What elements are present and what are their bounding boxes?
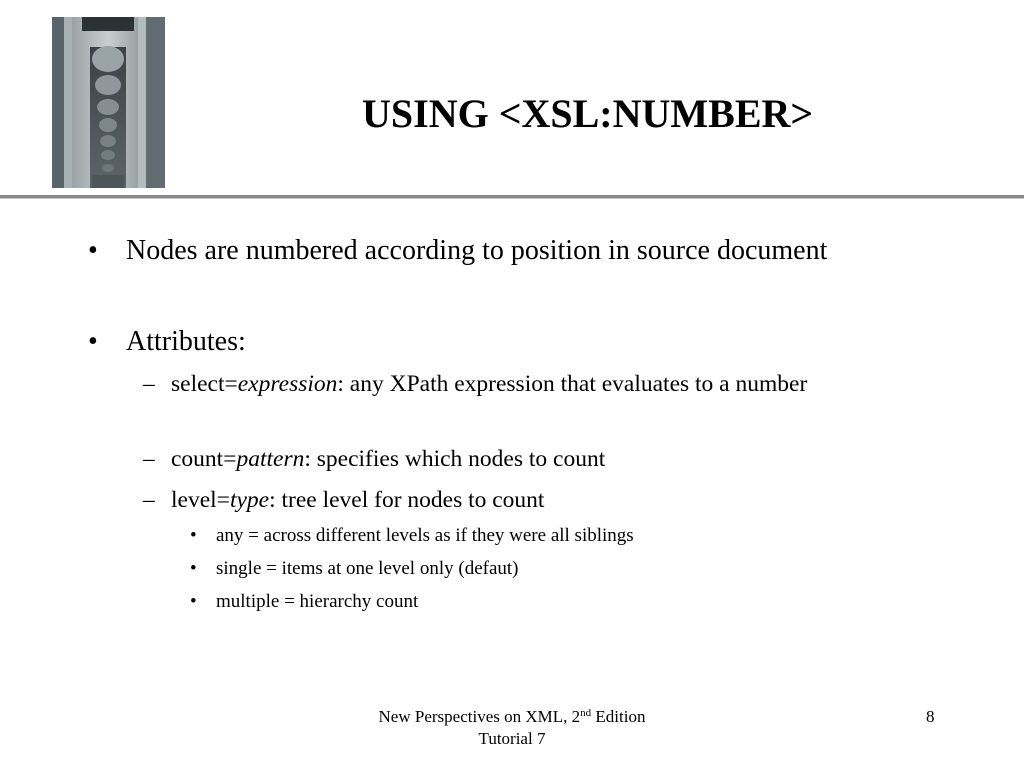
dash-icon: – <box>143 371 155 397</box>
attribute-item <box>143 483 861 517</box>
dash-icon: – <box>143 487 155 513</box>
bullet-text: Attributes: <box>126 326 246 357</box>
bullet-icon: • <box>190 525 197 546</box>
bullet-icon: • <box>88 326 98 357</box>
bridge-arches-photo-icon <box>52 17 165 188</box>
slide-title: USING <XSL:NUMBER> <box>362 91 814 136</box>
level-value-text: single = items at one level only (defaut) <box>216 558 519 579</box>
attribute-term: expression <box>237 371 338 397</box>
attribute-desc: : specifies which nodes to count <box>304 446 606 472</box>
bullet-item <box>88 230 866 271</box>
footer-line-1 <box>312 706 712 728</box>
attribute-item <box>143 367 861 401</box>
level-value-text: any = across different levels as if they were all siblings <box>216 525 634 546</box>
page-number: 8 <box>926 707 935 726</box>
bullet-icon: • <box>88 235 98 266</box>
footer-line-2: Tutorial 7 <box>478 729 546 748</box>
attribute-term: type <box>229 487 270 513</box>
bullet-icon: • <box>190 591 197 612</box>
footer-edition-word: Edition <box>591 707 646 726</box>
level-value-text: multiple = hierarchy count <box>216 591 419 612</box>
level-value-item <box>190 524 856 548</box>
attribute-desc: : tree level for nodes to count <box>269 487 545 513</box>
attribute-desc: : any XPath expression that evaluates to a number <box>337 371 808 397</box>
footer-book-title: New Perspectives on XML, 2 <box>378 707 581 726</box>
bullet-item <box>88 321 866 362</box>
attribute-name: level= <box>171 487 230 513</box>
level-value-item <box>190 590 856 614</box>
attribute-item <box>143 442 861 476</box>
bullet-icon: • <box>190 558 197 579</box>
level-value-item <box>190 557 856 581</box>
footer-caption <box>312 706 712 750</box>
title-divider-shadow <box>0 198 1024 199</box>
dash-icon: – <box>143 446 155 472</box>
attribute-term: pattern <box>236 446 305 472</box>
attribute-name: count= <box>171 446 237 472</box>
attribute-name: select= <box>171 371 238 397</box>
footer-edition-suffix: nd <box>580 707 592 719</box>
bullet-text: Nodes are numbered according to position in source document <box>126 235 828 266</box>
